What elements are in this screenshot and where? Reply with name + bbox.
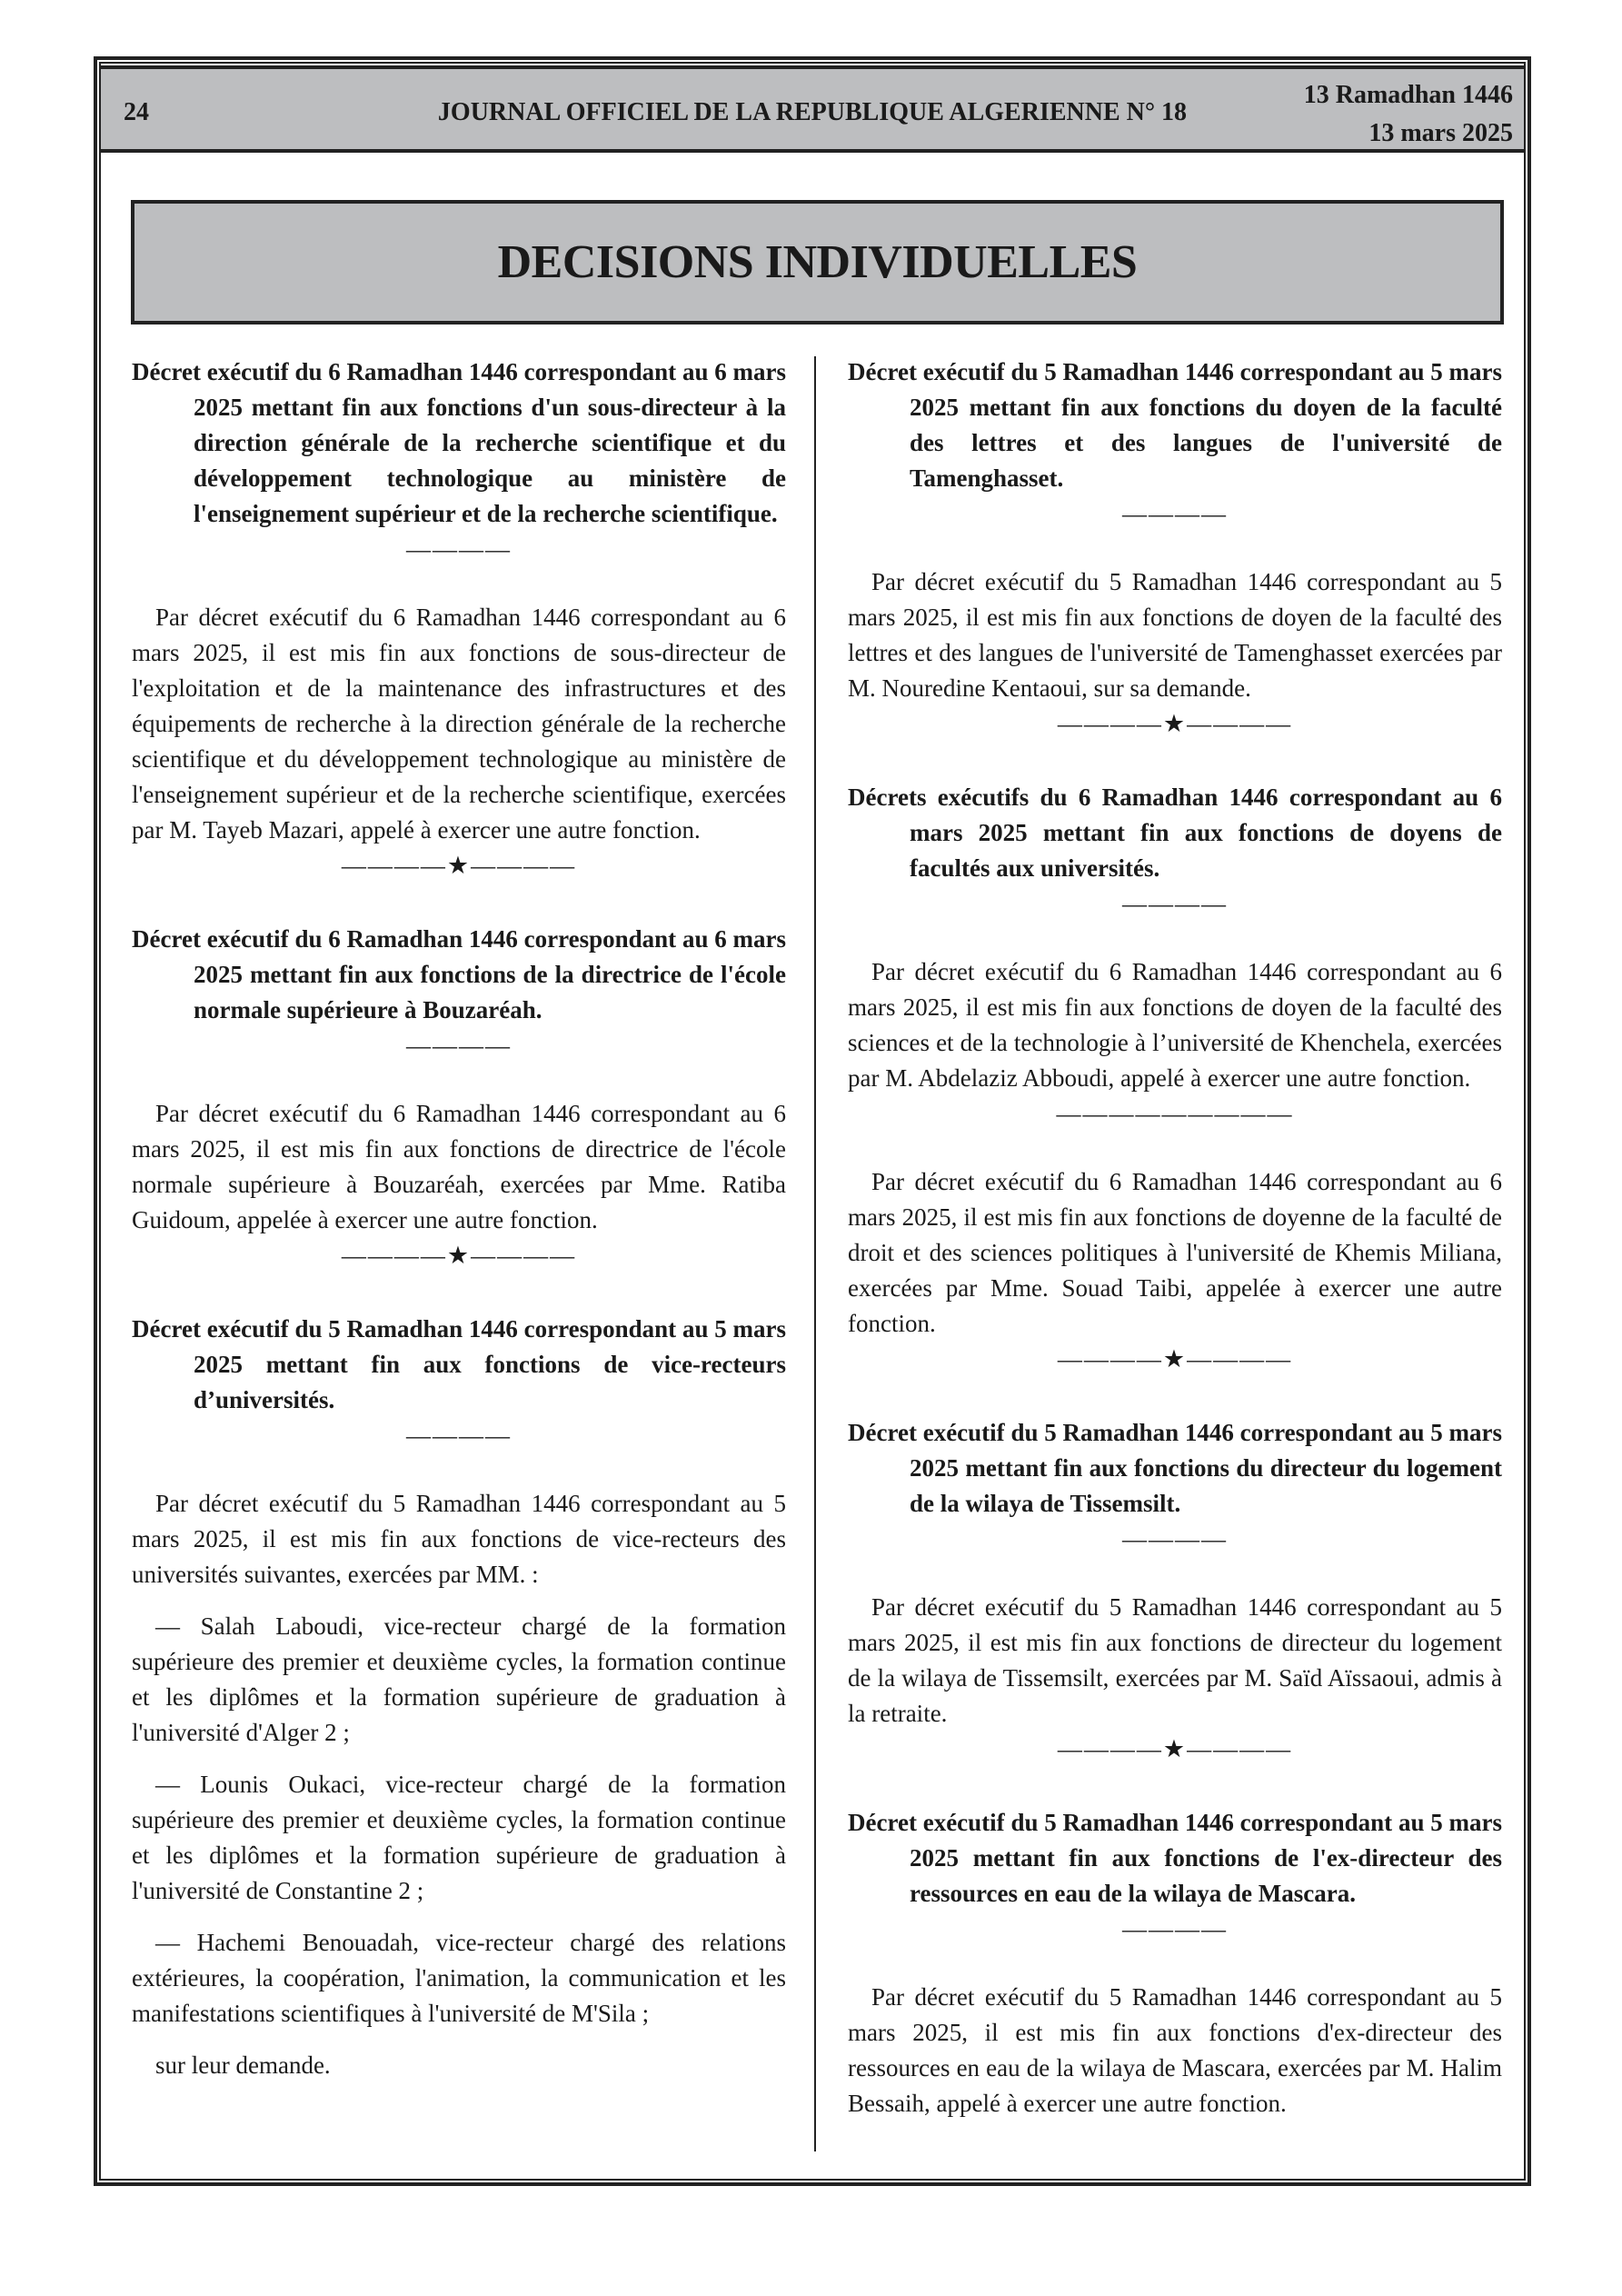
column-divider <box>814 356 816 2151</box>
decree-paragraph: Par décret exécutif du 5 Ramadhan 1446 correspondant au 5 mars 2025, il est mis fin aux fonctions de vice-recteurs des universités suivantes, exercées par MM. : <box>132 1490 786 1588</box>
separator-dashes: ————————— <box>1056 1100 1294 1127</box>
separator-dashes: ———— <box>1122 1915 1228 1942</box>
journal-header <box>101 65 1524 153</box>
date-gregorian: 13 mars 2025 <box>1368 119 1513 147</box>
page-number: 24 <box>124 98 149 126</box>
list-item: — Lounis Oukaci, vice-recteur chargé de la formation supérieure des premier et deuxième cycles, la formation continue et les diplômes et la formation supérieure de graduation à l'université de Constantine 2 ; <box>132 1771 786 1904</box>
separator-dashes: ———— <box>1122 500 1228 527</box>
decree-heading: Décret exécutif du 5 Ramadhan 1446 correspondant au 5 mars 2025 mettant fin aux fonctions du directeur du logement de la wilaya de Tissemsilt. <box>848 1419 1502 1517</box>
list-item: sur leur demande. <box>155 2051 331 2079</box>
decree-paragraph: Par décret exécutif du 6 Ramadhan 1446 correspondant au 6 mars 2025, il est mis fin aux fonctions de directrice de l'école normale supérieure à Bouzaréah, exercées par Mme. Ratiba Guidoum, appelée à exercer une autre fonction. <box>132 1100 786 1233</box>
section-title: DECISIONS INDIVIDUELLES <box>497 236 1138 288</box>
separator-star: ————★———— <box>1057 1345 1293 1373</box>
decree-paragraph: Par décret exécutif du 5 Ramadhan 1446 correspondant au 5 mars 2025, il est mis fin aux fonctions d'ex-directeur des ressources en eau de la wilaya de Mascara, exercées par M. Halim Bessaih, appelé à exercer une autre fonction. <box>848 1983 1502 2117</box>
separator-dashes: ———— <box>1122 1525 1228 1552</box>
decree-paragraph: Par décret exécutif du 6 Ramadhan 1446 correspondant au 6 mars 2025, il est mis fin aux fonctions de doyen de la faculté des sciences et de la technologie à l’université de Khenchela, exercées par M. Abdelaziz Abboudi, appelé à exercer une autre fonction. <box>848 958 1502 1092</box>
separator-star: ————★———— <box>1057 710 1293 737</box>
list-item: — Hachemi Benouadah, vice-recteur chargé des relations extérieures, la coopération, l'animation, la communication et les manifestations scientifiques à l'université de M'Sila ; <box>132 1929 786 2027</box>
decree-paragraph: Par décret exécutif du 6 Ramadhan 1446 correspondant au 6 mars 2025, il est mis fin aux fonctions de doyenne de la faculté de droit et des sciences politiques à l'université de Khemis Miliana, exercées par Mme. Souad Taibi, appelée à exercer une autre fonction. <box>848 1168 1502 1337</box>
decree-heading: Décret exécutif du 5 Ramadhan 1446 correspondant au 5 mars 2025 mettant fin aux fonctions de l'ex-directeur des ressources en eau de la wilaya de Mascara. <box>848 1809 1502 1907</box>
separator-dashes: ———— <box>1122 890 1228 917</box>
decree-heading: Décret exécutif du 5 Ramadhan 1446 correspondant au 5 mars 2025 mettant fin aux fonctions du doyen de la faculté des lettres et des langues de l'université de Tamenghasset. <box>848 358 1502 492</box>
decree-paragraph: Par décret exécutif du 5 Ramadhan 1446 correspondant au 5 mars 2025, il est mis fin aux fonctions de doyen de la faculté des lettres et des langues de l'université de Tamenghasset exercées par M. Nouredine Kentaoui, sur sa demande. <box>848 568 1502 702</box>
decree-paragraph: Par décret exécutif du 6 Ramadhan 1446 correspondant au 6 mars 2025, il est mis fin aux fonctions de sous-directeur de l'exploitation et de la maintenance des infrastructures et des équipements de recherche à la direction générale de la recherche scientifique et du développement technologique au ministère de l'enseignement supérieur et de la recherche scientifique, exercées par M. Tayeb Mazari, appelé à exercer une autre fonction. <box>132 604 786 844</box>
separator-star: ————★———— <box>1057 1735 1293 1762</box>
decree-paragraph: Par décret exécutif du 5 Ramadhan 1446 correspondant au 5 mars 2025, il est mis fin aux fonctions de directeur du logement de la wilaya de Tissemsilt, exercées par M. Saïd Aïssaoui, admis à la retraite. <box>848 1593 1502 1727</box>
section-title-box <box>131 200 1504 324</box>
separator-star: ————★———— <box>341 852 577 879</box>
left-column <box>132 354 786 2083</box>
separator-dashes: ———— <box>406 1422 512 1449</box>
decree-heading: Décret exécutif du 5 Ramadhan 1446 correspondant au 5 mars 2025 mettant fin aux fonctions de vice-recteurs d’universités. <box>132 1315 786 1413</box>
right-column <box>848 354 1502 2121</box>
separator-dashes: ———— <box>406 535 512 563</box>
list-item: — Salah Laboudi, vice-recteur chargé de la formation supérieure des premier et deuxième cycles, la formation continue et les diplômes et la formation supérieure de graduation à l'université d'Alger 2 ; <box>132 1612 786 1746</box>
separator-star: ————★———— <box>341 1242 577 1269</box>
decree-heading: Décret exécutif du 6 Ramadhan 1446 correspondant au 6 mars 2025 mettant fin aux fonctions de la directrice de l'école normale supérieure à Bouzaréah. <box>132 925 786 1023</box>
issue-date <box>1304 76 1513 153</box>
decree-heading: Décret exécutif du 6 Ramadhan 1446 correspondant au 6 mars 2025 mettant fin aux fonctions d'un sous-directeur à la direction générale de la recherche scientifique et du développement technologique au ministère de l'enseignement supérieur et de la recherche scientifique. <box>132 358 786 527</box>
date-hijri: 13 Ramadhan 1446 <box>1303 81 1513 109</box>
separator-dashes: ———— <box>406 1032 512 1059</box>
journal-title: JOURNAL OFFICIEL DE LA REPUBLIQUE ALGERIENNE N° 18 <box>437 98 1188 126</box>
decree-heading: Décrets exécutifs du 6 Ramadhan 1446 correspondant au 6 mars 2025 mettant fin aux fonctions de doyens de facultés aux universités. <box>848 784 1502 882</box>
